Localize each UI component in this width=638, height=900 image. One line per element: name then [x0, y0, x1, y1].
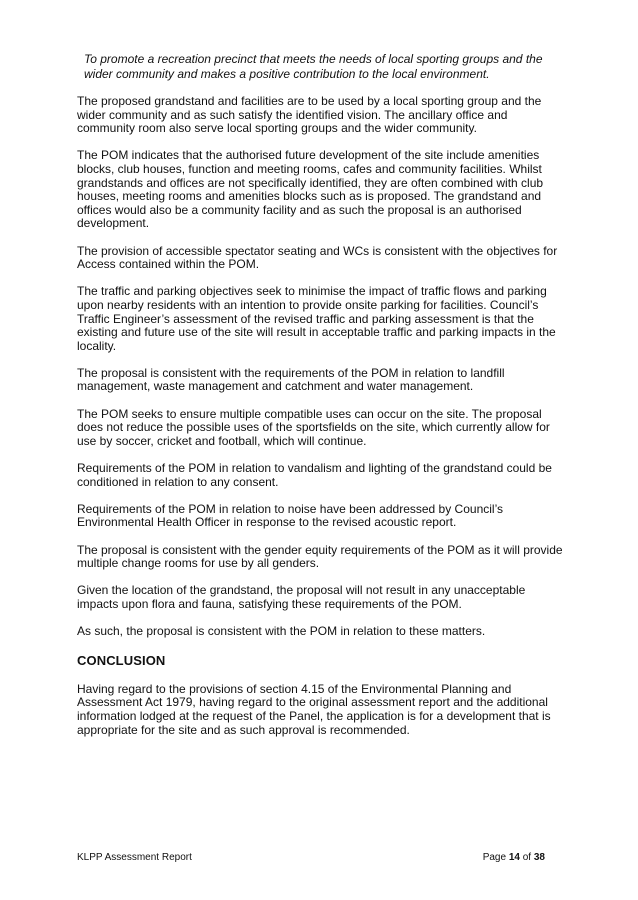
page-of: of	[522, 852, 532, 863]
page-footer	[77, 852, 545, 863]
page-current: 14	[508, 852, 520, 863]
vision-quote: To promote a recreation precinct that meets the needs of local sporting groups and the wider community and makes a positive contribution to the local environment.	[84, 52, 543, 81]
page-total: 38	[533, 852, 545, 863]
paragraph-vandalism-lighting: Requirements of the POM in relation to vandalism and lighting of the grandstand could be conditioned in relation to any consent.	[77, 461, 552, 489]
page-prefix: Page	[482, 852, 507, 863]
page-number	[483, 852, 545, 863]
paragraph-traffic-parking: The traffic and parking objectives seek to minimise the impact of traffic flows and parking upon nearby residents with an intention to provide onsite parking for facilities. Council’s Traffic Engineer’s assessment of the revised traffic and parking assessment is that the existing and future use of the site will result in acceptable traffic and parking impacts in the locality.	[77, 284, 556, 353]
conclusion-heading: CONCLUSION	[77, 652, 166, 668]
paragraph-authorised-development: The POM indicates that the authorised future development of the site include amenities blocks, club houses, function and meeting rooms, cafes and community facilities. Whilst grandstands and offices are not specifically identified, they are often combined with club houses, meeting rooms and amenities blocks such as is proposed. The grandstand and offices would also be a community facility and as such the proposal is an authorised development.	[77, 148, 544, 231]
document-page	[77, 52, 564, 751]
paragraph-multiple-uses: The POM seeks to ensure multiple compatible uses can occur on the site. The proposal does not reduce the possible uses of the sportsfields on the site, which currently allow for use by soccer, cricket and football, which will continue.	[77, 406, 550, 448]
paragraph-noise: Requirements of the POM in relation to noise have been addressed by Council’s Environmental Health Officer in response to the revised acoustic report.	[77, 501, 504, 530]
paragraph-access: The provision of accessible spectator seating and WCs is consistent with the objectives for Access contained within the POM.	[77, 243, 558, 272]
paragraph-vision: The proposed grandstand and facilities are to be used by a local sporting group and the wider community and as such satisfy the identified vision. The ancillary office and community room also serve local sporting groups and the wider community.	[77, 94, 542, 136]
paragraph-gender-equity: The proposal is consistent with the gender equity requirements of the POM as it will provide multiple change rooms for use by all genders.	[77, 542, 563, 571]
paragraph-flora-fauna: Given the location of the grandstand, the proposal will not result in any unacceptable impacts upon flora and fauna, satisfying these requirements of the POM.	[77, 583, 526, 611]
report-name: KLPP Assessment Report	[77, 852, 192, 863]
paragraph-landfill-waste: The proposal is consistent with the requirements of the POM in relation to landfill management, waste management and catchment and water management.	[77, 365, 505, 394]
conclusion-text: Having regard to the provisions of section 4.15 of the Environmental Planning and Assessment Act 1979, having regard to the original assessment report and the additional information lodged at the request of the Panel, the application is for a development that is appropriate for the site and as such approval is recommended.	[77, 681, 551, 737]
paragraph-summary: As such, the proposal is consistent with the POM in relation to these matters.	[77, 624, 486, 639]
